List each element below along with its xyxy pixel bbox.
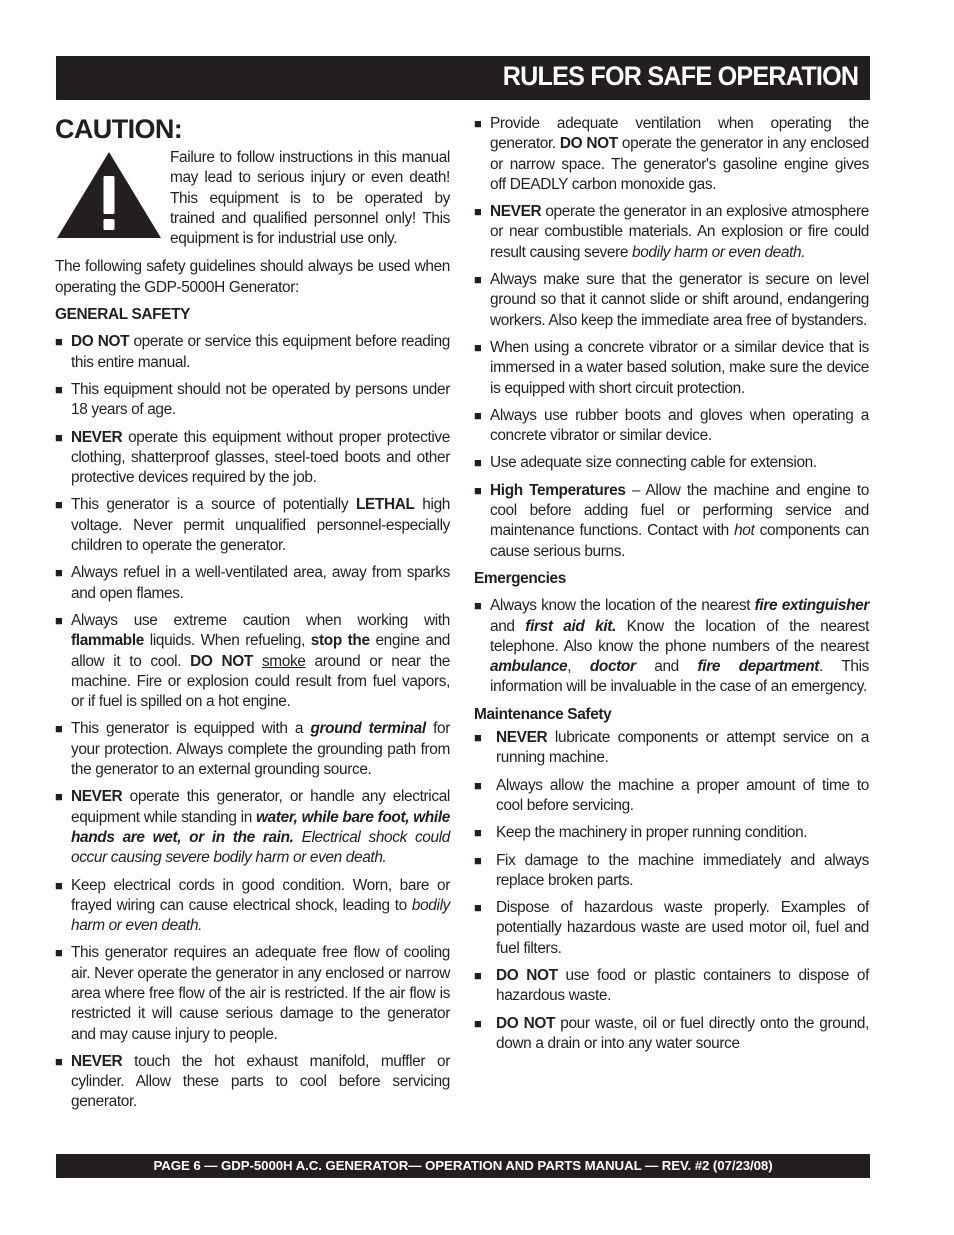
list-item-text: Always use extreme caution when working with flammable liquids. When refueling, stop the engine and allow it to cool. DO NOT smoke around or near the machine. Fire or explosion could result from fuel vapors, or if fuel is spilled on a hot engine. <box>71 611 451 711</box>
list-item <box>474 776 869 817</box>
list-item-text: Always refuel in a well-ventilated area, away from sparks and open flames. <box>71 564 450 602</box>
list-item-text: This generator is equipped with a ground terminal for your protection. Always complete the grounding path from the generator to an external grounding source. <box>71 720 450 779</box>
list-item-text: Always know the location of the nearest fire extinguisher and first aid kit. Know the location of the nearest telephone. Also know the phone numbers of the nearest ambulance, doctor and fire department. This information will be invaluable in the case of an emergency. <box>490 597 869 696</box>
square-bullet-icon: ■ <box>474 204 482 220</box>
square-bullet-icon: ■ <box>474 272 482 288</box>
list-item-text: NEVER lubricate components or attempt service on a running machine. <box>496 729 869 767</box>
square-bullet-icon: ■ <box>55 381 63 397</box>
list-item-text: This generator requires an adequate free flow of cooling air. Never operate the generator in any enclosed or narrow area where free flow of the air is restricted. If the air flow is restricted it will cause serious damage to the generator and may cause injury to people. <box>71 944 450 1043</box>
square-bullet-icon: ■ <box>474 825 482 841</box>
list-item <box>55 943 450 1044</box>
list-item <box>55 495 450 556</box>
square-bullet-icon: ■ <box>474 116 482 131</box>
list-item <box>55 380 450 421</box>
list-item-text: NEVER operate the generator in an explosive atmosphere or near combustible materials. An explosion or fire could result causing severe bodily harm or even death. <box>490 203 869 261</box>
list-item <box>55 611 450 712</box>
list-item-text: High Temperatures – Allow the machine and engine to cool before adding fuel or performing service and maintenance functions. Contact with hot components can cause serious burns. <box>490 481 869 560</box>
page-footer: PAGE 6 — GDP-5000H A.C. GENERATOR— OPERATION AND PARTS MANUAL — REV. #2 (07/23/08) <box>153 1158 773 1173</box>
square-bullet-icon: ■ <box>474 900 482 916</box>
square-bullet-icon: ■ <box>55 721 63 737</box>
square-bullet-icon: ■ <box>55 334 63 350</box>
list-item-text: Always use rubber boots and gloves when operating a concrete vibrator or similar device. <box>490 406 869 445</box>
list-item <box>55 876 450 937</box>
general-safety-list <box>55 332 450 1112</box>
list-item <box>55 563 450 604</box>
list-item <box>55 428 450 489</box>
safety-intro: The following safety guidelines should always be used when operating the GDP-5000H Generator: <box>55 258 450 296</box>
caution-warning-block <box>55 148 450 249</box>
list-item-text: This equipment should not be operated by persons under 18 years of age. <box>71 380 450 419</box>
list-item <box>474 898 869 959</box>
square-bullet-icon: ■ <box>474 339 482 355</box>
square-bullet-icon: ■ <box>474 598 482 614</box>
square-bullet-icon: ■ <box>474 455 482 471</box>
list-item-text: Always allow the machine a proper amount of time to cool before servicing. <box>496 776 869 814</box>
list-item <box>474 202 869 263</box>
square-bullet-icon: ■ <box>55 612 63 628</box>
list-item <box>55 719 450 780</box>
list-item <box>474 114 869 195</box>
list-item <box>474 406 869 447</box>
list-item-text: Dispose of hazardous waste properly. Examples of potentially hazardous waste are used motor oil, fuel and fuel filters. <box>496 899 869 957</box>
list-item-text: NEVER touch the hot exhaust manifold, muffler or cylinder. Allow these parts to cool before servicing generator. <box>71 1052 450 1111</box>
general-safety-heading: GENERAL SAFETY <box>55 306 191 324</box>
list-item <box>474 596 869 697</box>
list-item <box>474 966 869 1007</box>
square-bullet-icon: ■ <box>474 407 482 423</box>
list-item-text: NEVER operate this equipment without proper protective clothing, shatterproof glasses, steel-toed boots and other protective devices required by the job. <box>71 428 450 487</box>
page-title: RULES FOR SAFE OPERATION <box>502 61 858 91</box>
caution-heading: CAUTION: <box>55 114 183 144</box>
list-item <box>474 270 869 331</box>
list-item-text: Always make sure that the generator is secure on level ground so that it cannot slide or shift around, endangering workers. Also keep the immediate area free of bystanders. <box>490 271 869 329</box>
square-bullet-icon: ■ <box>55 945 63 961</box>
maintenance-safety-list <box>474 728 869 1054</box>
list-item <box>474 823 869 843</box>
list-item-text: DO NOT operate or service this equipment before reading this entire manual. <box>71 333 450 371</box>
list-item-text: NEVER operate this generator, or handle any electrical equipment while standing in water, while bare foot, while hands are wet, or in the rain. Electrical shock could occur causing severe bodily harm or even death. <box>71 788 450 867</box>
list-item <box>474 728 869 769</box>
square-bullet-icon: ■ <box>55 429 63 445</box>
square-bullet-icon: ■ <box>55 789 63 805</box>
square-bullet-icon: ■ <box>55 497 63 513</box>
square-bullet-icon: ■ <box>474 1015 482 1031</box>
list-item-text: DO NOT pour waste, oil or fuel directly onto the ground, down a drain or into any water source <box>496 1014 869 1052</box>
footer-bar <box>56 1154 870 1178</box>
emergencies-list <box>474 596 869 697</box>
list-item <box>55 1052 450 1113</box>
list-item <box>474 338 869 399</box>
caution-warning-text: Failure to follow instructions in this manual may lead to serious injury or even death! This equipment is to be operated by trained and qualified personnel only! This equipment is for industrial use only. <box>170 149 450 248</box>
square-bullet-icon: ■ <box>55 1053 63 1069</box>
list-item-text: Keep the machinery in proper running condition. <box>496 824 808 842</box>
list-item-text: Fix damage to the machine immediately and always replace broken parts. <box>496 851 869 889</box>
list-item-text: DO NOT use food or plastic containers to dispose of hazardous waste. <box>496 966 870 1005</box>
left-column <box>55 114 450 1120</box>
header-bar <box>56 56 870 100</box>
general-safety-list-continued <box>474 114 869 562</box>
square-bullet-icon: ■ <box>474 482 482 498</box>
square-bullet-icon: ■ <box>474 777 482 793</box>
list-item-text: Keep electrical cords in good condition. Worn, bare or frayed wiring can cause electrical shock, leading to bodily harm or even death. <box>71 876 450 935</box>
square-bullet-icon: ■ <box>474 852 482 868</box>
square-bullet-icon: ■ <box>55 565 63 581</box>
square-bullet-icon: ■ <box>474 730 482 746</box>
list-item-text: Use adequate size connecting cable for extension. <box>490 454 817 472</box>
list-item-text: This generator is a source of potentially LETHAL high voltage. Never permit unqualified personnel-especially children to operate the generator. <box>71 496 451 555</box>
list-item <box>474 481 869 562</box>
list-item-text: When using a concrete vibrator or a similar device that is immersed in a water based solution, make sure the device is equipped with short circuit protection. <box>490 338 869 397</box>
square-bullet-icon: ■ <box>474 967 482 983</box>
list-item <box>474 1014 869 1055</box>
emergencies-heading: Emergencies <box>474 569 566 587</box>
maintenance-safety-heading: Maintenance Safety <box>474 705 612 723</box>
list-item <box>55 787 450 868</box>
square-bullet-icon: ■ <box>55 877 63 893</box>
list-item <box>474 453 869 473</box>
list-item-text: Provide adequate ventilation when operating the generator. DO NOT operate the generator in any enclosed or narrow space. The generator's gasoline engine gives off DEADLY carbon monoxide gas. <box>490 115 869 193</box>
list-item <box>474 851 869 892</box>
right-column <box>474 114 869 1061</box>
warning-triangle-icon <box>55 150 163 240</box>
list-item <box>55 332 450 373</box>
